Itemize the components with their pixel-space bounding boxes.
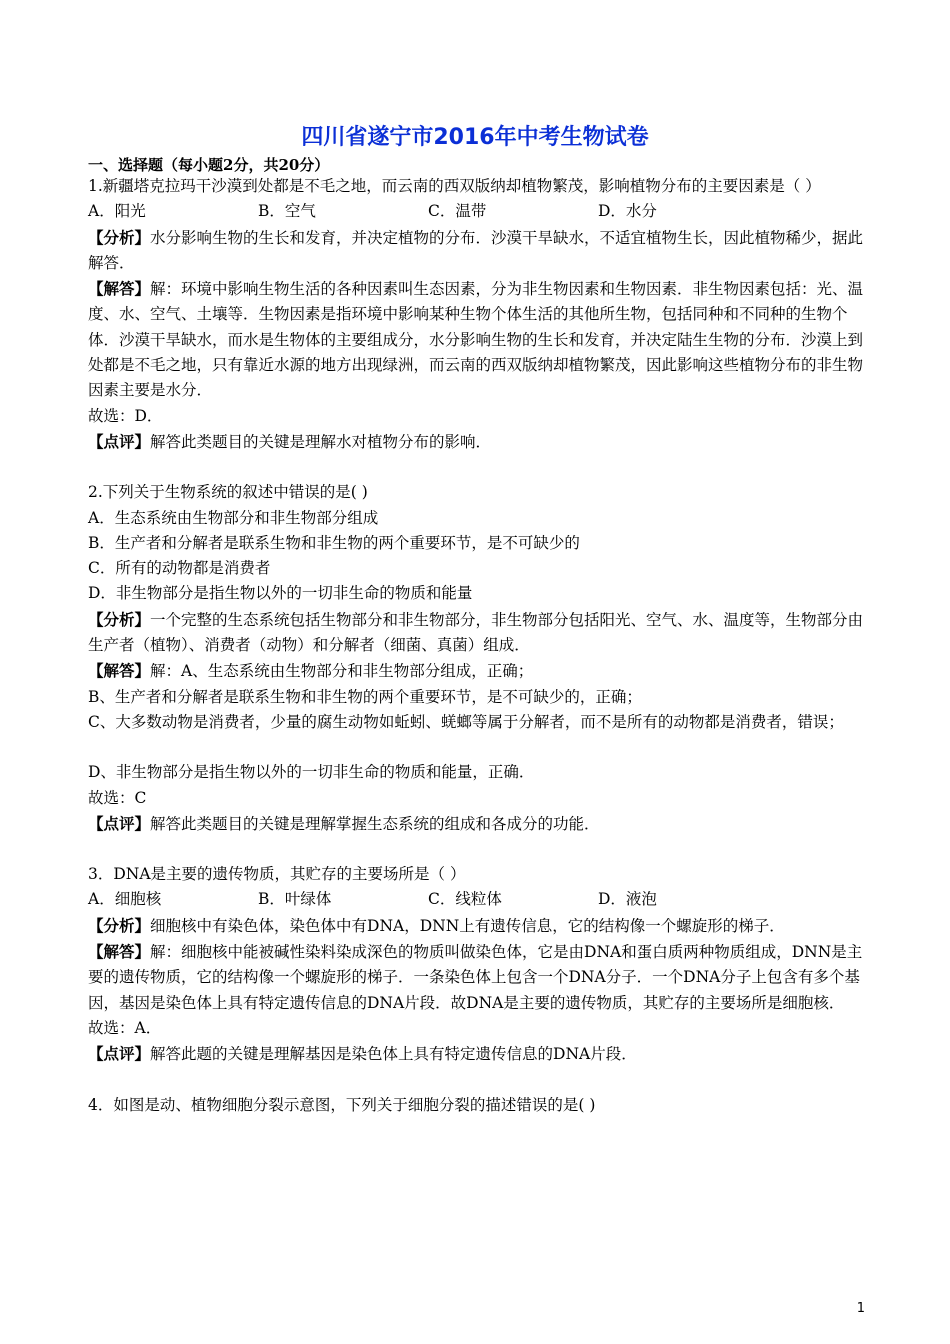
option: C．线粒体: [428, 890, 502, 909]
options-row: [88, 199, 868, 224]
option: C．所有的动物都是消费者: [88, 559, 271, 578]
question-stem: 1.新疆塔克拉玛干沙漠到处都是不毛之地，而云南的西双版纳却植物繁茂，影响植物分布的主要因素是（ ）: [88, 177, 821, 195]
answer-text: 解：A、生态系统由生物部分和非生物部分组成，正确；: [150, 662, 534, 681]
comment-tag: 【点评】: [88, 813, 151, 833]
analysis-text: 一个完整的生态系统包括生物部分和非生物部分，非生物部分包括阳光、空气、水、温度等，生物部分由生产者（植物）、消费者（动物）和分解者（细菌、真菌）组成．: [88, 610, 864, 655]
option: D．液泡: [598, 890, 657, 909]
analysis: [88, 225, 868, 277]
option: A．细胞核: [88, 890, 162, 909]
comment-text: 解答此类题目的关键是理解掌握生态系统的组成和各成分的功能．: [150, 814, 600, 833]
question-stem: 3．DNA是主要的遗传物质，其贮存的主要场所是（ ）: [88, 865, 466, 884]
option: B．生产者和分解者是联系生物和非生物的两个重要环节，是不可缺少的: [88, 533, 580, 552]
option: D．水分: [598, 202, 657, 221]
analysis-text: 细胞核中有染色体，染色体中有DNA，DNN上有遗传信息，它的结构像一个螺旋形的梯子．: [150, 916, 785, 935]
comment-tag: 【点评】: [88, 1044, 151, 1064]
page-number: 1: [856, 1301, 865, 1316]
option: D．非生物部分是指生物以外的一切非生命的物质和能量: [88, 584, 473, 603]
analysis-tag: 【分析】: [88, 227, 151, 247]
section-heading: 一、选择题（每小题2分，共20分）: [88, 156, 330, 174]
comment: [88, 811, 868, 837]
analysis-text: 水分影响生物的生长和发育，并决定植物的分布．沙漠干旱缺水，不适宜植物生长，因此植物稀少，据此解答．: [88, 228, 864, 272]
comment-tag: 【点评】: [88, 431, 151, 451]
answer-line: D、非生物部分是指生物以外的一切非生命的物质和能量，正确．: [88, 763, 535, 782]
comment: [88, 429, 868, 455]
option: A．阳光: [88, 202, 146, 221]
option: B．空气: [258, 202, 316, 221]
comment: [88, 1041, 868, 1067]
answer-line: C、大多数动物是消费者，少量的腐生动物如蚯蚓、蜣螂等属于分解者，而不是所有的动物都是消费者，错误；: [88, 712, 844, 731]
answer-text: 解：环境中影响生物生活的各种因素叫生态因素，分为非生物因素和生物因素．非生物因素包括：光、温度、水、空气、土壤等．生物因素是指环境中影响某种生物个体生活的其他所生物，包括同种和不同种的生物个体．沙漠干旱缺水，而水是生物体的主要组成分，水分影响生物的生长和发育，并决定陆生生物的分布．沙漠上到处都是不毛之地，只有靠近水源的地方出现绿洲，而云南的西双版纳却植物繁茂，因此影响这些植物分布的非生物因素主要是水分．: [88, 280, 864, 400]
question-stem: 4．如图是动、植物细胞分裂示意图，下列关于细胞分裂的描述错误的是( ): [88, 1095, 596, 1114]
choice: 故选：C: [88, 788, 147, 807]
page-title: 四川省遂宁市2016年中考生物试卷: [301, 125, 649, 150]
exam-body: [88, 174, 868, 1118]
question-stem: 2.下列关于生物系统的叙述中错误的是( ): [88, 483, 368, 502]
answer: [88, 276, 868, 403]
options-row: [88, 887, 868, 912]
answer-tag: 【解答】: [88, 942, 151, 962]
option: C．温带: [428, 202, 487, 221]
choice: 故选：D．: [88, 406, 163, 425]
analysis-tag: 【分析】: [88, 915, 151, 935]
comment-text: 解答此题的关键是理解基因是染色体上具有特定遗传信息的DNA片段．: [150, 1045, 637, 1064]
option: B．叶绿体: [258, 890, 332, 909]
answer-line: B、生产者和分解者是联系生物和非生物的两个重要环节，是不可缺少的，正确；: [88, 687, 642, 706]
answer-tag: 【解答】: [88, 661, 151, 681]
analysis: [88, 913, 868, 939]
option: A．生态系统由生物部分和非生物部分组成: [88, 508, 379, 527]
comment-text: 解答此类题目的关键是理解水对植物分布的影响．: [150, 432, 492, 451]
answer-tag: 【解答】: [88, 279, 151, 299]
answer-text: 解：细胞核中能被碱性染料染成深色的物质叫做染色体，它是由DNA和蛋白质两种物质组成，DNN是主要的遗传物质，它的结构像一个螺旋形的梯子．一条染色体上包含一个DNA分子．一个DNA分子上包含有多个基因，基因是染色体上具有特定遗传信息的DNA片段．故DNA是主要的遗传物质，其贮存的主要场所是细胞核．: [88, 943, 863, 1012]
analysis-tag: 【分析】: [88, 609, 151, 629]
choice: 故选：A．: [88, 1018, 162, 1037]
answer: [88, 658, 868, 684]
answer: [88, 939, 868, 1016]
analysis: [88, 607, 868, 659]
